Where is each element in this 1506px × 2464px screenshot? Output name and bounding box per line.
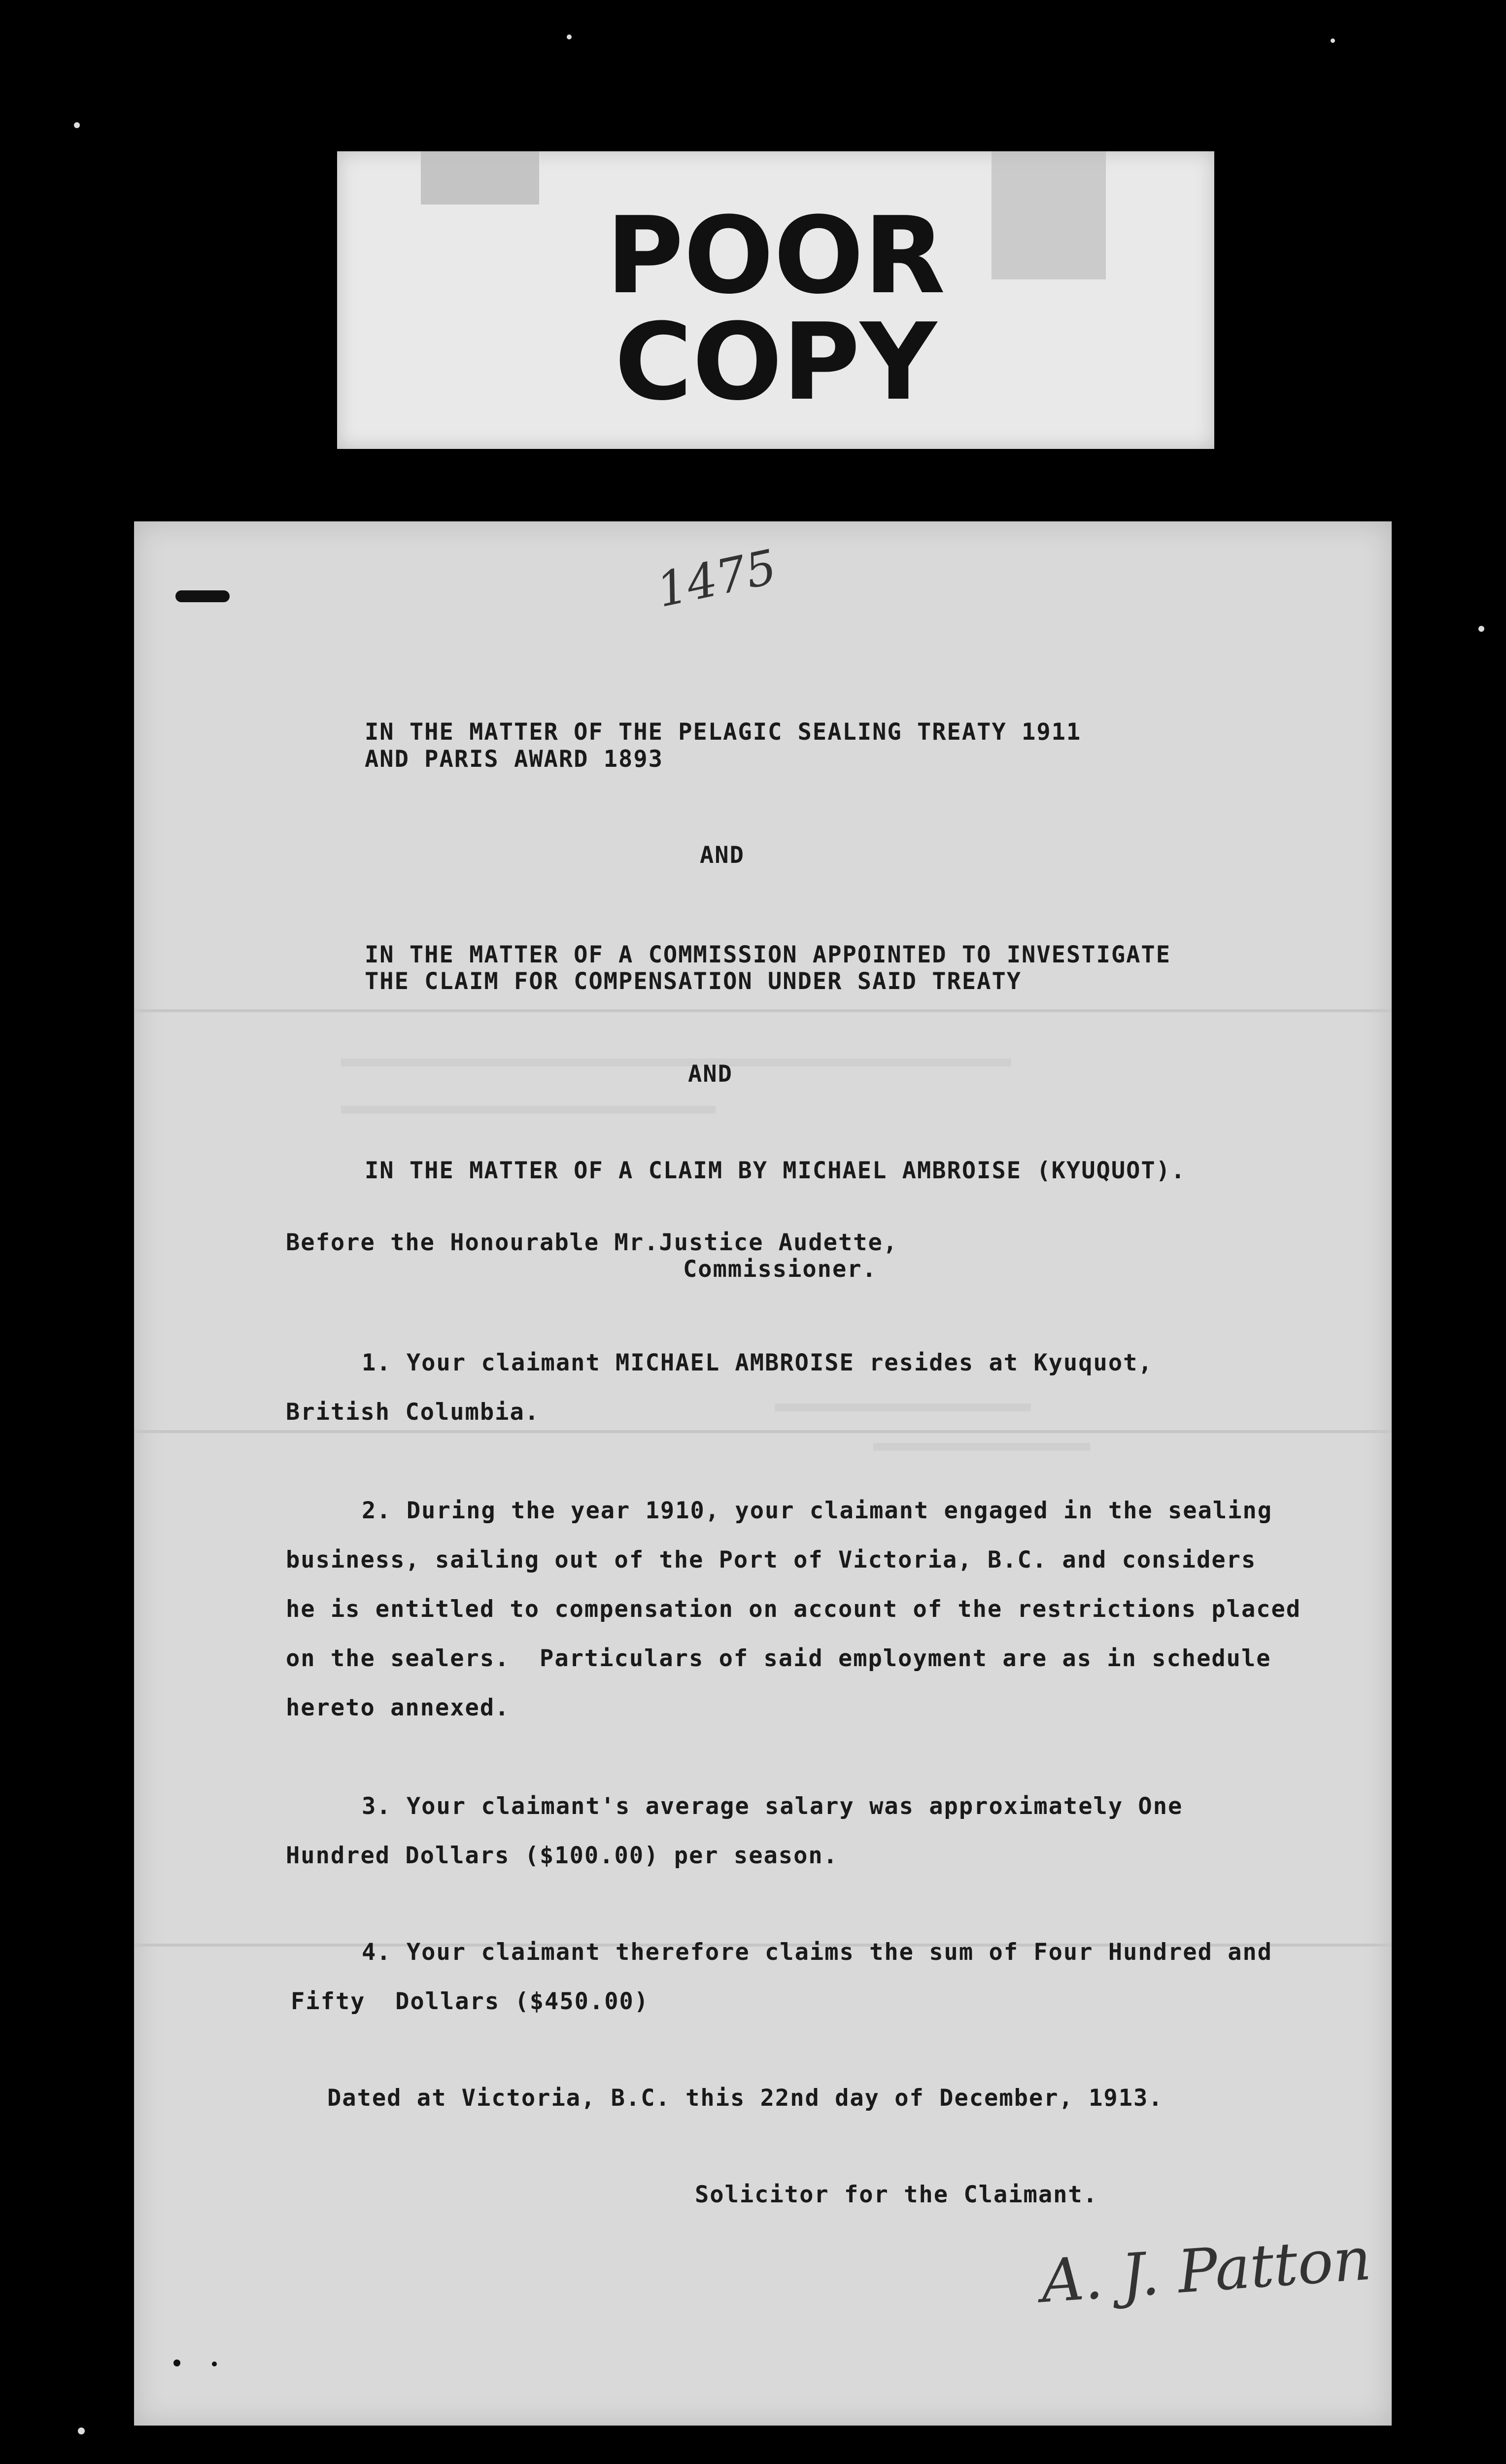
heading-claim: IN THE MATTER OF A CLAIM BY MICHAEL AMBROISE (KYUQUOT). — [365, 1157, 1186, 1184]
poor-copy-line2: COPY — [615, 300, 937, 424]
bleed-through-text — [341, 1106, 716, 1114]
bleed-through-text — [341, 1059, 1011, 1066]
and-separator-2: AND — [688, 1061, 733, 1088]
dot-mark — [173, 2360, 180, 2366]
document-page — [134, 521, 1392, 2426]
poor-copy-label — [337, 151, 1214, 449]
heading-treaty-line1: IN THE MATTER OF THE PELAGIC SEALING TREATY 1911 — [365, 719, 1082, 746]
dot-mark — [212, 2361, 217, 2366]
dust-speck — [567, 34, 572, 39]
paragraph-4-line2: Fifty Dollars ($450.00) — [291, 1988, 650, 2015]
page-number: 1475 — [652, 539, 782, 618]
dated-line: Dated at Victoria, B.C. this 22nd day of December, 1913. — [327, 2085, 1164, 2112]
tape-strip — [421, 151, 539, 205]
paragraph-2-line2: business, sailing out of the Port of Victoria, B.C. and considers — [286, 1546, 1257, 1574]
punch-hole-mark — [175, 590, 230, 602]
bleed-through-text — [775, 1403, 1031, 1411]
solicitor-signature: A. J. Patton — [1038, 2224, 1373, 2317]
poor-copy-line1: POOR — [606, 194, 946, 317]
paragraph-2-line3: he is entitled to compensation on account of the restrictions placed — [286, 1596, 1301, 1623]
solicitor-line: Solicitor for the Claimant. — [695, 2181, 1098, 2208]
paragraph-3-line2: Hundred Dollars ($100.00) per season. — [286, 1842, 838, 1869]
fold-line — [134, 1009, 1392, 1012]
dust-speck — [1478, 626, 1484, 632]
paragraph-2-line1: 2. During the year 1910, your claimant engaged in the sealing — [362, 1497, 1273, 1524]
paragraph-4-line1: 4. Your claimant therefore claims the sum of Four Hundred and — [362, 1939, 1273, 1966]
bleed-through-text — [873, 1443, 1090, 1451]
and-separator-1: AND — [700, 842, 745, 869]
paragraph-3-line1: 3. Your claimant's average salary was approximately One — [362, 1793, 1183, 1820]
paragraph-1-line2: British Columbia. — [286, 1399, 540, 1426]
dust-speck — [78, 2428, 85, 2434]
heading-treaty-line2: AND PARIS AWARD 1893 — [365, 746, 663, 773]
heading-commission-line1: IN THE MATTER OF A COMMISSION APPOINTED TO INVESTIGATE — [365, 941, 1171, 968]
paragraph-2-line4: on the sealers. Particulars of said employment are as in schedule — [286, 1645, 1271, 1672]
fold-line — [134, 1430, 1392, 1433]
heading-commission-line2: THE CLAIM FOR COMPENSATION UNDER SAID TREATY — [365, 968, 1022, 995]
before-line1: Before the Honourable Mr.Justice Audette, — [286, 1229, 898, 1256]
dust-speck — [1331, 38, 1335, 43]
paragraph-2-line5: hereto annexed. — [286, 1694, 510, 1721]
paragraph-1-line1: 1. Your claimant MICHAEL AMBROISE resides at Kyuquot, — [362, 1349, 1153, 1376]
before-line2: Commissioner. — [683, 1256, 877, 1283]
dust-speck — [74, 122, 80, 128]
